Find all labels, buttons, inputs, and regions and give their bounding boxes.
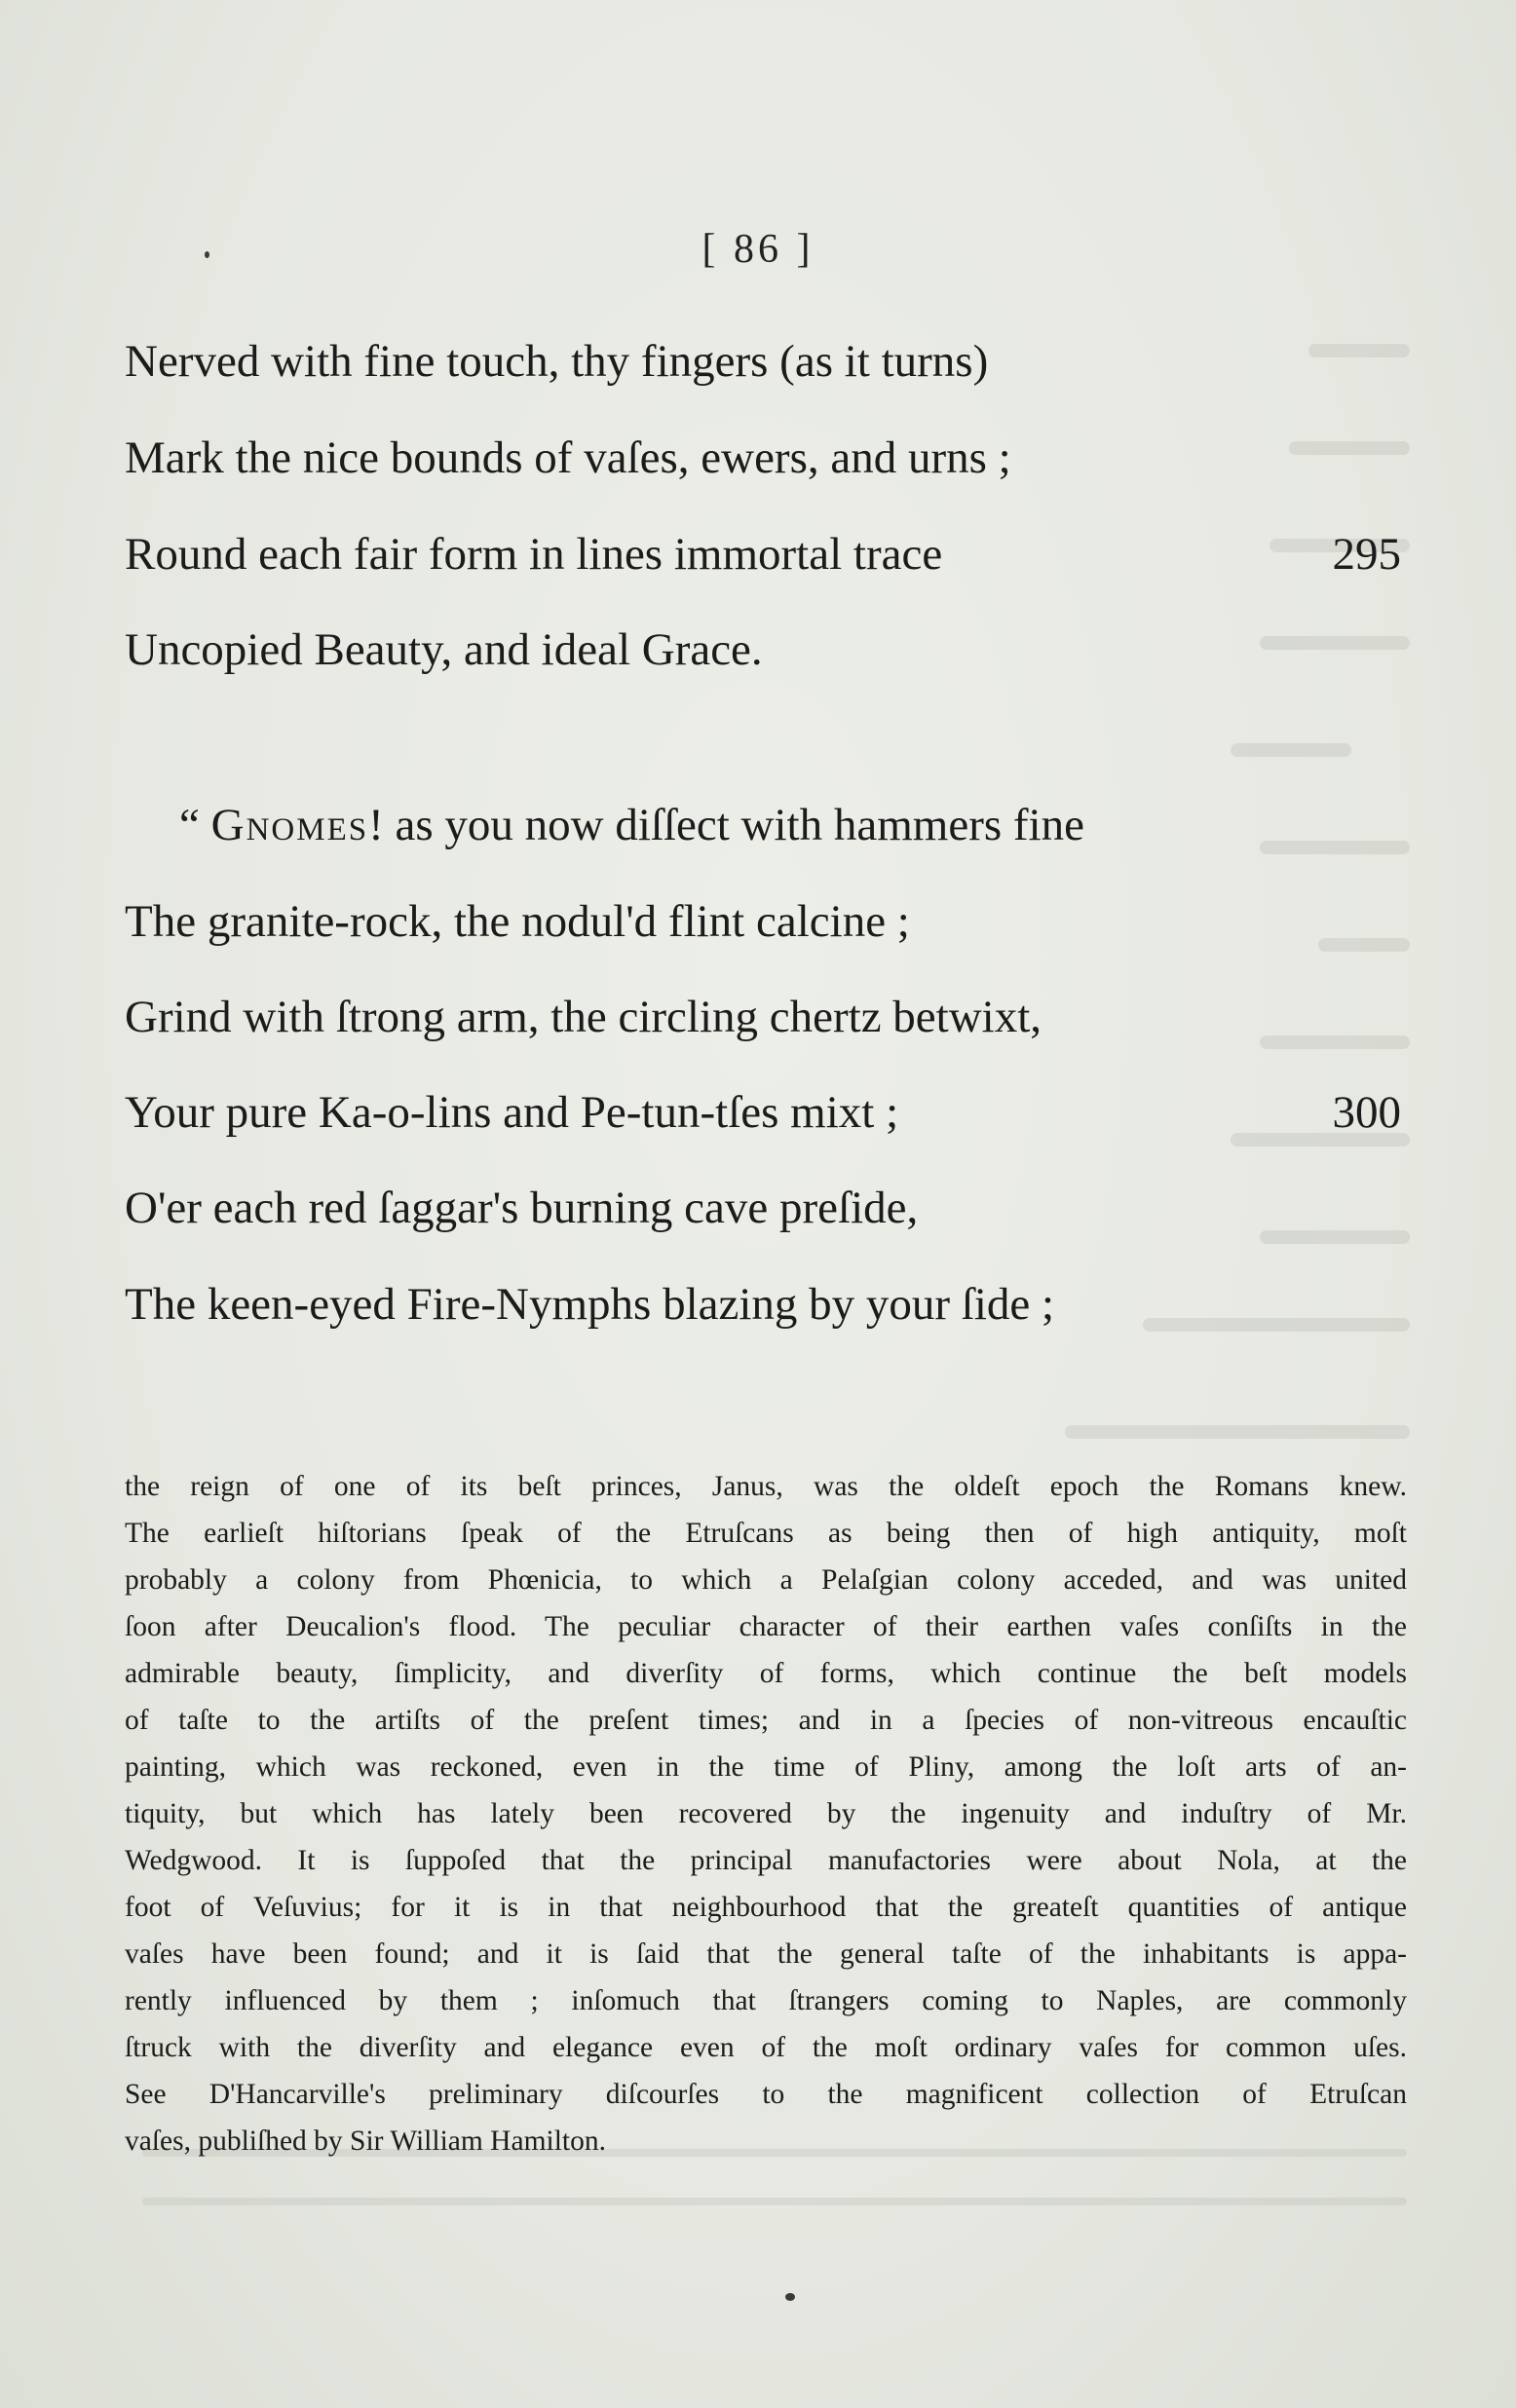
verse-text: O'er each red ſaggar's burning cave preſide,	[125, 1183, 919, 1233]
footnote-line: tiquity, but which has lately been recovered by the ingenuity and induſtry of Mr.	[125, 1798, 1407, 1829]
verse-rest: ! as you now diſſect with hammers fine	[368, 800, 1084, 850]
verse-line	[125, 338, 1401, 385]
footnote-line: Wedgwood. It is ſuppoſed that the principal manufactories were about Nola, at the	[125, 1845, 1407, 1876]
footnote-line: See D'Hancarville's preliminary diſcourſes to the magnificent collection of Etruſcan	[125, 2079, 1407, 2110]
footnote-line: vaſes have been found; and it is ſaid that the general taſte of the inhabitants is appa-	[125, 1938, 1407, 1970]
verse-text	[179, 802, 1084, 848]
verse-line	[125, 531, 1401, 578]
verse-line	[125, 994, 1401, 1040]
footnote-line: admirable beauty, ſimplicity, and diverſity of forms, which continue the beſt models	[125, 1658, 1407, 1689]
footnote-line: The earlieſt hiſtorians ſpeak of the Etruſcans as being then of high antiquity, moſt	[125, 1518, 1407, 1549]
footnote	[125, 1463, 1407, 2164]
verse-text: Nerved with fine touch, thy fingers (as it turns)	[125, 336, 989, 387]
footnote-line: vaſes, publiſhed by Sir William Hamilton.	[125, 2126, 606, 2157]
verse-line	[125, 1281, 1401, 1328]
open-quote: “	[179, 800, 200, 850]
ink-speck	[785, 2293, 795, 2301]
verse-line	[125, 434, 1401, 481]
footnote-line: ſoon after Deucalion's flood. The peculiar character of their earthen vaſes conſiſts in the	[125, 1611, 1407, 1642]
verse-line	[125, 626, 1401, 673]
verse-line	[125, 1089, 1401, 1136]
verse-text: Round each fair form in lines immortal trace	[125, 529, 943, 580]
footnote-line: foot of Veſuvius; for it is in that neighbourhood that the greateſt quantities of antique	[125, 1892, 1407, 1923]
line-number: 300	[1332, 1087, 1401, 1138]
line-number: 295	[1332, 529, 1401, 580]
verse-line	[125, 898, 1401, 945]
verse-text: Grind with ſtrong arm, the circling chertz betwixt,	[125, 992, 1042, 1042]
verse-text: Your pure Ka-o-lins and Pe-tun-tſes mixt ;	[125, 1087, 899, 1138]
page-number: [ 86 ]	[701, 227, 815, 272]
footnote-line: of taſte to the artiſts of the preſent times; and in a ſpecies of non-vitreous encauſtic	[125, 1705, 1407, 1736]
footnote-line: probably a colony from Phœnicia, to which a Pelaſgian colony acceded, and was united	[125, 1564, 1407, 1596]
verse-line	[125, 802, 1456, 848]
gnomes-word: Gnomes	[210, 800, 369, 850]
ink-speck	[205, 251, 209, 258]
verse-text: The keen-eyed Fire-Nymphs blazing by your ſide ;	[125, 1279, 1055, 1330]
verse-text: Mark the nice bounds of vaſes, ewers, and urns ;	[125, 433, 1011, 483]
footnote-line: painting, which was reckoned, even in the time of Pliny, among the loſt arts of an-	[125, 1751, 1407, 1783]
footnote-line: rently influenced by them ; inſomuch that ſtrangers coming to Naples, are commonly	[125, 1985, 1407, 2016]
footnote-line: the reign of one of its beſt princes, Janus, was the oldeſt epoch the Romans knew.	[125, 1471, 1407, 1502]
verse-text: The granite-rock, the nodul'd flint calcine ;	[125, 896, 910, 947]
verse-text: Uncopied Beauty, and ideal Grace.	[125, 624, 763, 675]
verse-line	[125, 1185, 1401, 1231]
footnote-line: ſtruck with the diverſity and elegance even of the moſt ordinary vaſes for common uſes.	[125, 2032, 1407, 2063]
